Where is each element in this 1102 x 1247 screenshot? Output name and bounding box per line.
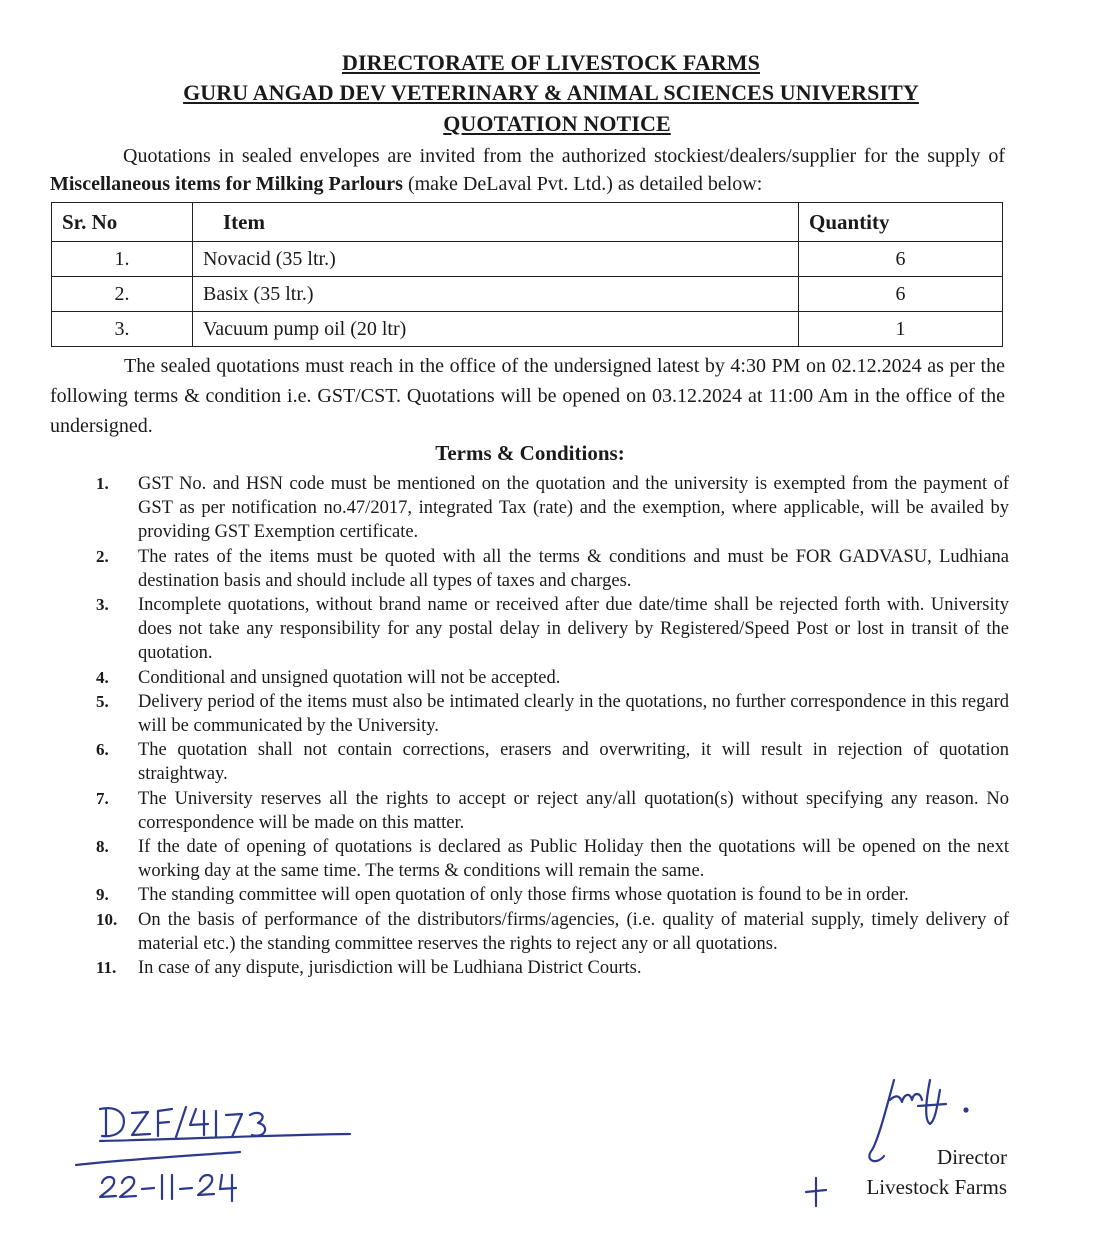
term-text: GST No. and HSN code must be mentioned on the quotation and the university is exempted from the payment of GST as per notification no.47/2017, integrated Tax (rate) and the exemption, where applicable, will be availed by providing GST Exemption certificate. — [138, 474, 1009, 543]
list-item — [96, 593, 1009, 666]
term-text: The University reserves all the rights to accept or reject any/all quotation(s) without specifying any reason. No correspondence will be made on this matter. — [138, 788, 1009, 833]
list-item — [96, 738, 1009, 786]
term-number: 10. — [96, 909, 118, 929]
header-directorate: DIRECTORATE OF LIVESTOCK FARMS — [341, 50, 760, 75]
table-header-row — [52, 203, 1003, 242]
intro-paragraph — [50, 142, 1005, 198]
col-header-item: Item — [193, 203, 799, 242]
cell-qty: 6 — [799, 242, 1003, 277]
deadline-text: The sealed quotations must reach in the office of the undersigned latest by 4:30 PM on 02.12.2024 as per the following terms & condition i.e. GST/CST. Quotations will be opened on 03.12.2024 at 11:00 Am in the office of the undersigned. — [50, 355, 1005, 437]
term-text: In case of any dispute, jurisdiction will be Ludhiana District Courts. — [138, 958, 642, 979]
cell-sr: 1. — [52, 242, 193, 277]
list-item — [96, 956, 1009, 980]
term-text: Delivery period of the items must also be intimated clearly in the quotations, no further correspondence in this regard will be communicated by the University. — [138, 691, 1009, 737]
term-number: 8. — [96, 837, 109, 857]
items-table — [51, 202, 1003, 347]
term-text: On the basis of performance of the distributors/firms/agencies, (i.e. quality of material supply, timely delivery of material etc.) the standing committee reserves the rights to reject any or all quotations. — [138, 909, 1009, 954]
list-item — [96, 545, 1009, 593]
term-number: 3. — [96, 595, 109, 615]
cell-item: Novacid (35 ltr.) — [193, 242, 799, 277]
term-text: The rates of the items must be quoted with all the terms & conditions and must be FOR GADVASU, Ludhiana destination basis and should include all types of taxes and charges. — [138, 546, 1009, 591]
table-row — [52, 312, 1003, 347]
list-item — [96, 690, 1009, 738]
terms-title: Terms & Conditions: — [435, 441, 625, 465]
signatory-office: Livestock Farms — [866, 1175, 1007, 1199]
header-university: GURU ANGAD DEV VETERINARY & ANIMAL SCIENCES UNIVERSITY — [183, 80, 919, 105]
cell-item: Basix (35 ltr.) — [193, 277, 799, 312]
intro-text-2: (make DeLaval Pvt. Ltd.) as detailed below: — [402, 173, 763, 195]
cell-sr: 2. — [52, 277, 193, 312]
term-text: The standing committee will open quotation of only those firms whose quotation is found to be in order. — [138, 885, 909, 906]
col-header-quantity: Quantity — [799, 203, 1003, 242]
signatory-title: Director — [937, 1145, 1007, 1169]
term-number: 6. — [96, 740, 109, 760]
cell-item: Vacuum pump oil (20 ltr) — [193, 312, 799, 347]
list-item — [96, 666, 1009, 690]
signature-block — [866, 1142, 1007, 1202]
term-number: 2. — [96, 546, 109, 566]
list-item — [96, 908, 1009, 956]
table-row — [52, 242, 1003, 277]
deadline-paragraph — [50, 351, 1005, 441]
terms-list — [96, 472, 1009, 980]
cell-qty: 1 — [799, 312, 1003, 347]
intro-text-1: Quotations in sealed envelopes are invited from the authorized stockiest/dealers/supplier for the supply of — [123, 145, 1005, 167]
term-text: Incomplete quotations, without brand name or received after due date/time shall be rejected forth with. University does not take any responsibility for any postal delay in delivery by Registered/Speed Post or lost in transit of the quotation. — [138, 595, 1009, 664]
intro-bold-items: Miscellaneous items for Milking Parlours — [50, 173, 403, 195]
cell-qty: 6 — [799, 277, 1003, 312]
term-number: 5. — [96, 691, 109, 711]
handwritten-diary-stamp — [70, 1095, 370, 1215]
header-quotation-notice: QUOTATION NOTICE — [443, 111, 671, 136]
cell-sr: 3. — [52, 312, 193, 347]
term-number: 4. — [96, 667, 109, 687]
table-row — [52, 277, 1003, 312]
term-text: The quotation shall not contain corrections, erasers and overwriting, it will result in rejection of quotation straightway. — [138, 740, 1009, 785]
term-number: 11. — [96, 958, 117, 978]
term-text: If the date of opening of quotations is declared as Public Holiday then the quotations will be opened on the next working day at the same time. The terms & conditions will remain the same. — [138, 837, 1009, 882]
list-item — [96, 835, 1009, 883]
list-item — [96, 472, 1009, 545]
term-number: 7. — [96, 788, 109, 808]
term-number: 1. — [96, 474, 109, 493]
list-item — [96, 787, 1009, 835]
col-header-sr-no: Sr. No — [52, 203, 193, 242]
term-text: Conditional and unsigned quotation will not be accepted. — [138, 667, 561, 688]
term-number: 9. — [96, 885, 109, 905]
list-item — [96, 883, 1009, 907]
